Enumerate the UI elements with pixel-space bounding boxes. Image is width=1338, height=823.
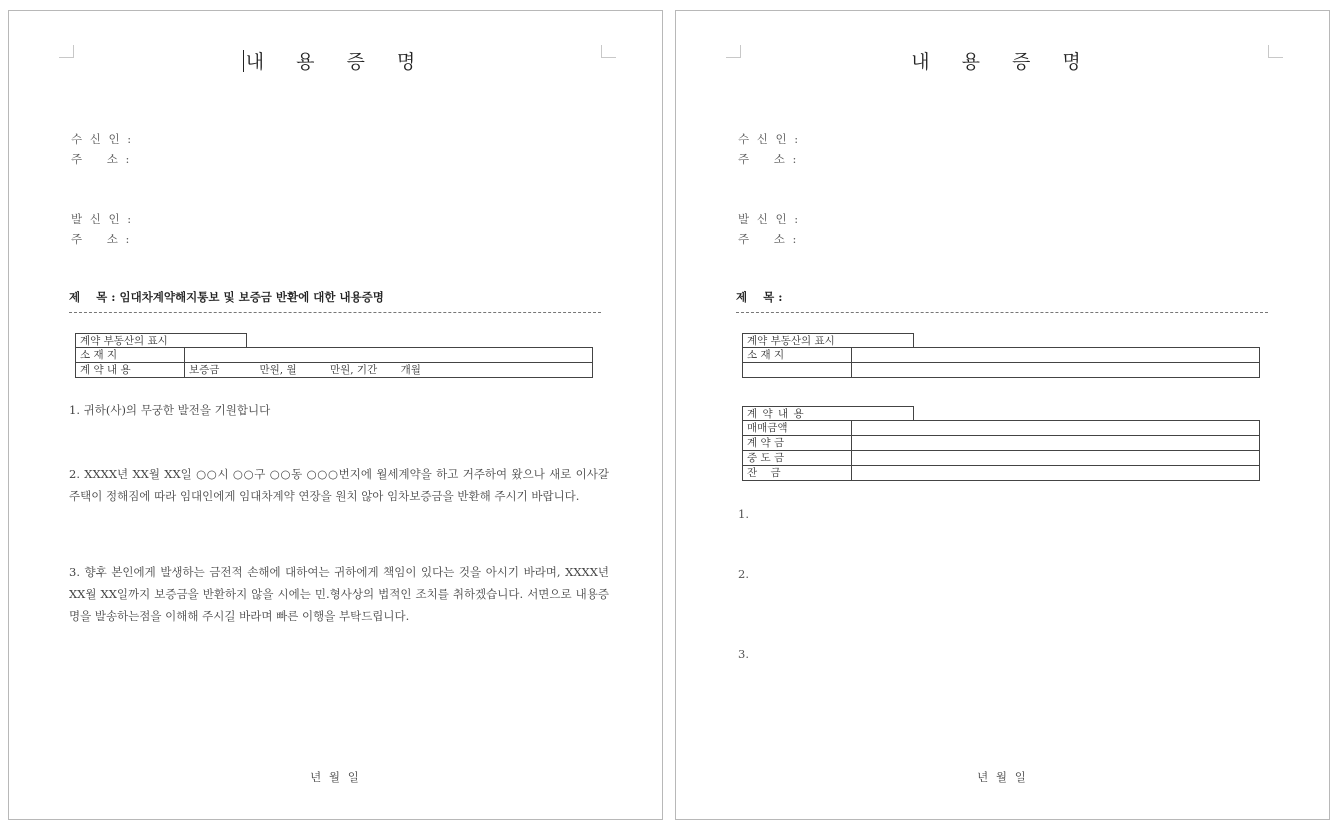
subject-line: 제 목 : [736, 290, 783, 304]
blank-label [743, 363, 852, 378]
sender-address-label: 주 소 : [738, 232, 799, 246]
contract-value: 보증금 만원, 월 만원, 기간 개월 [185, 363, 593, 378]
location-label: 소 재 지 [743, 348, 852, 363]
contract-table-header: 계 약 내 용 [742, 406, 914, 420]
recipient-address-label: 주 소 : [738, 152, 799, 166]
page-title: 내 용 증 명 [911, 51, 1094, 73]
sender-label: 발 신 인 : [738, 212, 801, 226]
document-page-left [8, 10, 663, 820]
text-cursor [243, 50, 244, 72]
item-number-1: 1. [738, 507, 749, 521]
sender-label: 발 신 인 : [71, 212, 134, 226]
divider [736, 312, 1268, 313]
deposit-value [852, 436, 1260, 451]
sale-price-value [852, 421, 1260, 436]
item-number-2: 2. [738, 567, 749, 581]
location-value [852, 348, 1260, 363]
blank-value [852, 363, 1260, 378]
page-title[interactable] [9, 47, 662, 74]
interim-payment-value [852, 451, 1260, 466]
paragraph-2: 2. XXXX년 XX월 XX일 ○○시 ○○구 ○○동 ○○○번지에 월세계약을 하고 거주하여 왔으나 새로 이사갈 주택이 정해짐에 따라 임대인에게 임대차계약 연장을 원치 않아 임차보증금을 반환해 주시기 바랍니다. [69, 467, 609, 503]
table-row [743, 436, 1260, 451]
sale-price-label: 매매금액 [743, 421, 852, 436]
balance-label: 잔 금 [743, 466, 852, 481]
date-line: 년 월 일 [977, 770, 1028, 784]
deposit-label: 계 약 금 [743, 436, 852, 451]
recipient-label: 수 신 인 : [738, 132, 801, 146]
page-title-text: 내 용 증 명 [245, 51, 429, 73]
paragraph-3: 3. 향후 본인에게 발생하는 금전적 손해에 대하여는 귀하에게 책임이 있다는 것을 아시기 바라며, XXXX년 XX월 XX일까지 보증금을 반환하지 않을 시에는 민.형사상의 법적인 조치를 취하겠습니다. 서면으로 내용증명을 발송하는점을 이해해 주시길 바라며 빠른 이행을 부탁드립니다. [69, 565, 609, 623]
location-label: 소 재 지 [76, 348, 185, 363]
sender-address-label: 주 소 : [71, 232, 132, 246]
table-row [76, 348, 593, 363]
recipient-label: 수 신 인 : [71, 132, 134, 146]
property-table-header: 계약 부동산의 표시 [742, 333, 914, 347]
table-row [743, 466, 1260, 481]
paragraph-1: 1. 귀하(사)의 무궁한 발전을 기원합니다 [69, 403, 271, 417]
property-table [742, 347, 1260, 378]
item-number-3: 3. [738, 647, 749, 661]
table-row [76, 363, 593, 378]
table-row [743, 421, 1260, 436]
interim-payment-label: 중 도 금 [743, 451, 852, 466]
balance-value [852, 466, 1260, 481]
recipient-address-label: 주 소 : [71, 152, 132, 166]
contract-label: 계 약 내 용 [76, 363, 185, 378]
table-row [743, 348, 1260, 363]
subject-line: 제 목 : 임대차계약해지통보 및 보증금 반환에 대한 내용증명 [69, 290, 384, 304]
contract-table [742, 420, 1260, 481]
divider [69, 312, 601, 313]
date-line: 년 월 일 [310, 770, 361, 784]
property-table [75, 347, 593, 378]
property-table-header: 계약 부동산의 표시 [75, 333, 247, 347]
table-row [743, 363, 1260, 378]
table-row [743, 451, 1260, 466]
document-page-right [675, 10, 1330, 820]
location-value [185, 348, 593, 363]
